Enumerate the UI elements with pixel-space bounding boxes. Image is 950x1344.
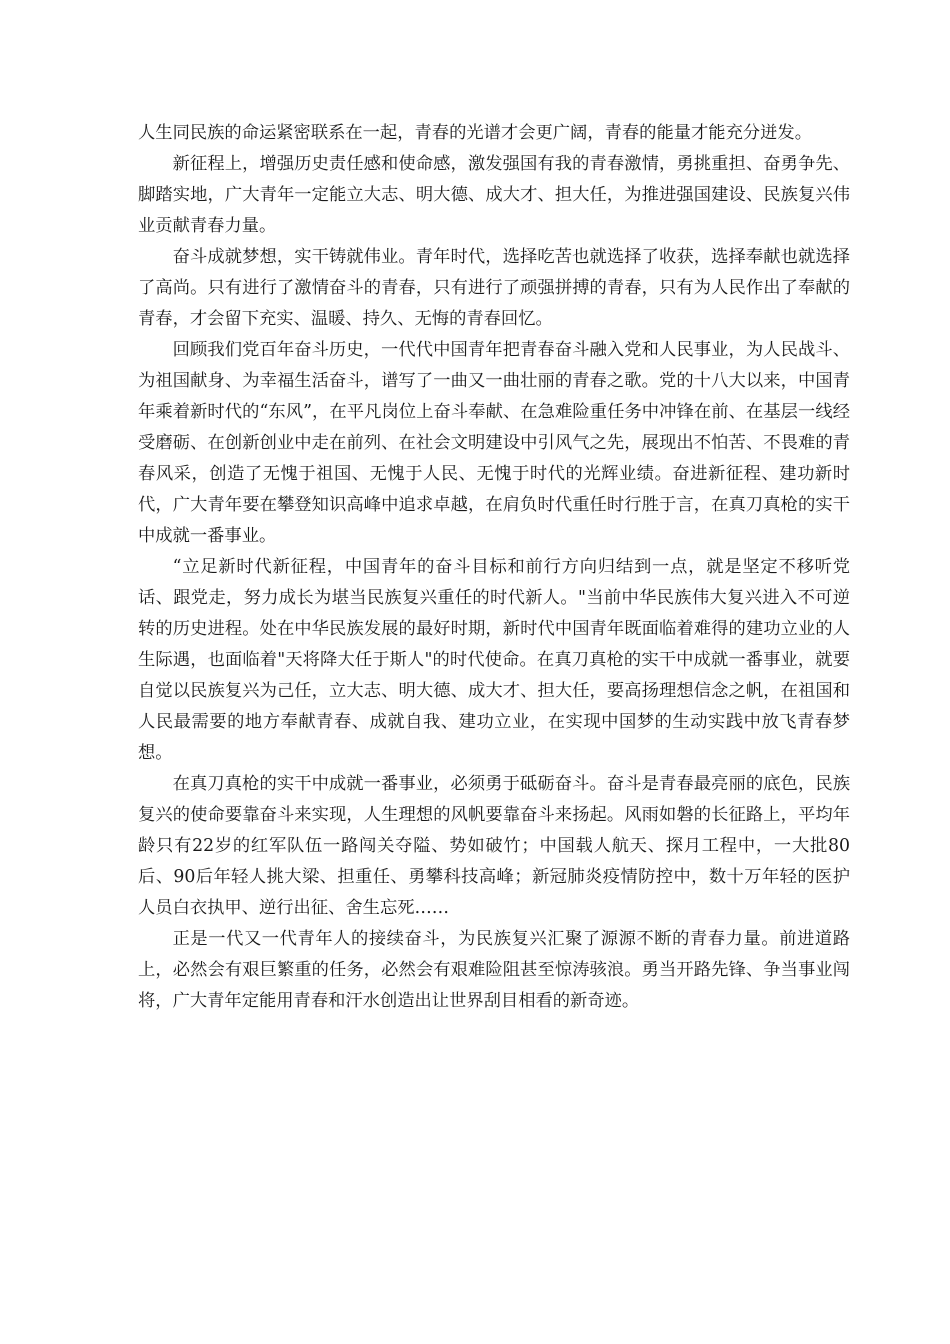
paragraph-4: 回顾我们党百年奋斗历史，一代代中国青年把青春奋斗融入党和人民事业，为人民战斗、为祖国献身、为幸福生活奋斗，谱写了一曲又一曲壮丽的青春之歌。党的十八大以来，中国青年乘着新时代的“东风”，在平凡岗位上奋斗奉献、在急难险重任务中冲锋在前、在基层一线经受磨砺、在创新创业中走在前列、在社会文明建设中引风气之先，展现出不怕苦、不畏难的青春风采，创造了无愧于祖国、无愧于人民、无愧于时代的光辉业绩。奋进新征程、建功新时代，广大青年要在攀登知识高峰中追求卓越，在肩负时代重任时行胜于言，在真刀真枪的实干中成就一番事业。 (138, 340, 850, 546)
document-body (138, 118, 850, 1017)
paragraph-5: “立足新时代新征程，中国青年的奋斗目标和前行方向归结到一点，就是坚定不移听党话、跟党走，努力成长为堪当民族复兴重任的时代新人。"当前中华民族伟大复兴进入不可逆转的历史进程。处在中华民族发展的最好时期，新时代中国青年既面临着难得的建功立业的人生际遇，也面临着"天将降大任于斯人"的时代使命。在真刀真枪的实干中成就一番事业，就要自觉以民族复兴为己任，立大志、明大德、成大才、担大任，要高扬理想信念之帆，在祖国和人民最需要的地方奉献青春、成就自我、建功立业，在实现中国梦的生动实践中放飞青春梦想。 (138, 557, 850, 763)
paragraph-6: 在真刀真枪的实干中成就一番事业，必须勇于砥砺奋斗。奋斗是青春最亮丽的底色，民族复兴的使命要靠奋斗来实现，人生理想的风帆要靠奋斗来扬起。风雨如磐的长征路上，平均年龄只有22岁的红军队伍一路闯关夺隘、势如破竹；中国载人航天、探月工程中，一大批80后、90后年轻人挑大梁、担重任、勇攀科技高峰；新冠肺炎疫情防控中，数十万年轻的医护人员白衣执甲、逆行出征、舍生忘死…… (138, 774, 850, 918)
paragraph-1: 人生同民族的命运紧密联系在一起，青春的光谱才会更广阔，青春的能量才能充分迸发。 (138, 123, 812, 143)
paragraph-7: 正是一代又一代青年人的接续奋斗，为民族复兴汇聚了源源不断的青春力量。前进道路上，必然会有艰巨繁重的任务，必然会有艰难险阻甚至惊涛骇浪。勇当开路先锋、争当事业闯将，广大青年定能用青春和汗水创造出让世界刮目相看的新奇迹。 (138, 929, 850, 1011)
paragraph-2: 新征程上，增强历史责任感和使命感，激发强国有我的青春激情，勇挑重担、奋勇争先、脚踏实地，广大青年一定能立大志、明大德、成大才、担大任，为推进强国建设、民族复兴伟业贡献青春力量。 (138, 154, 850, 236)
paragraph-3: 奋斗成就梦想，实干铸就伟业。青年时代，选择吃苦也就选择了收获，选择奉献也就选择了高尚。只有进行了激情奋斗的青春，只有进行了顽强拼搏的青春，只有为人民作出了奉献的青春，才会留下充实、温暖、持久、无悔的青春回忆。 (138, 247, 850, 329)
